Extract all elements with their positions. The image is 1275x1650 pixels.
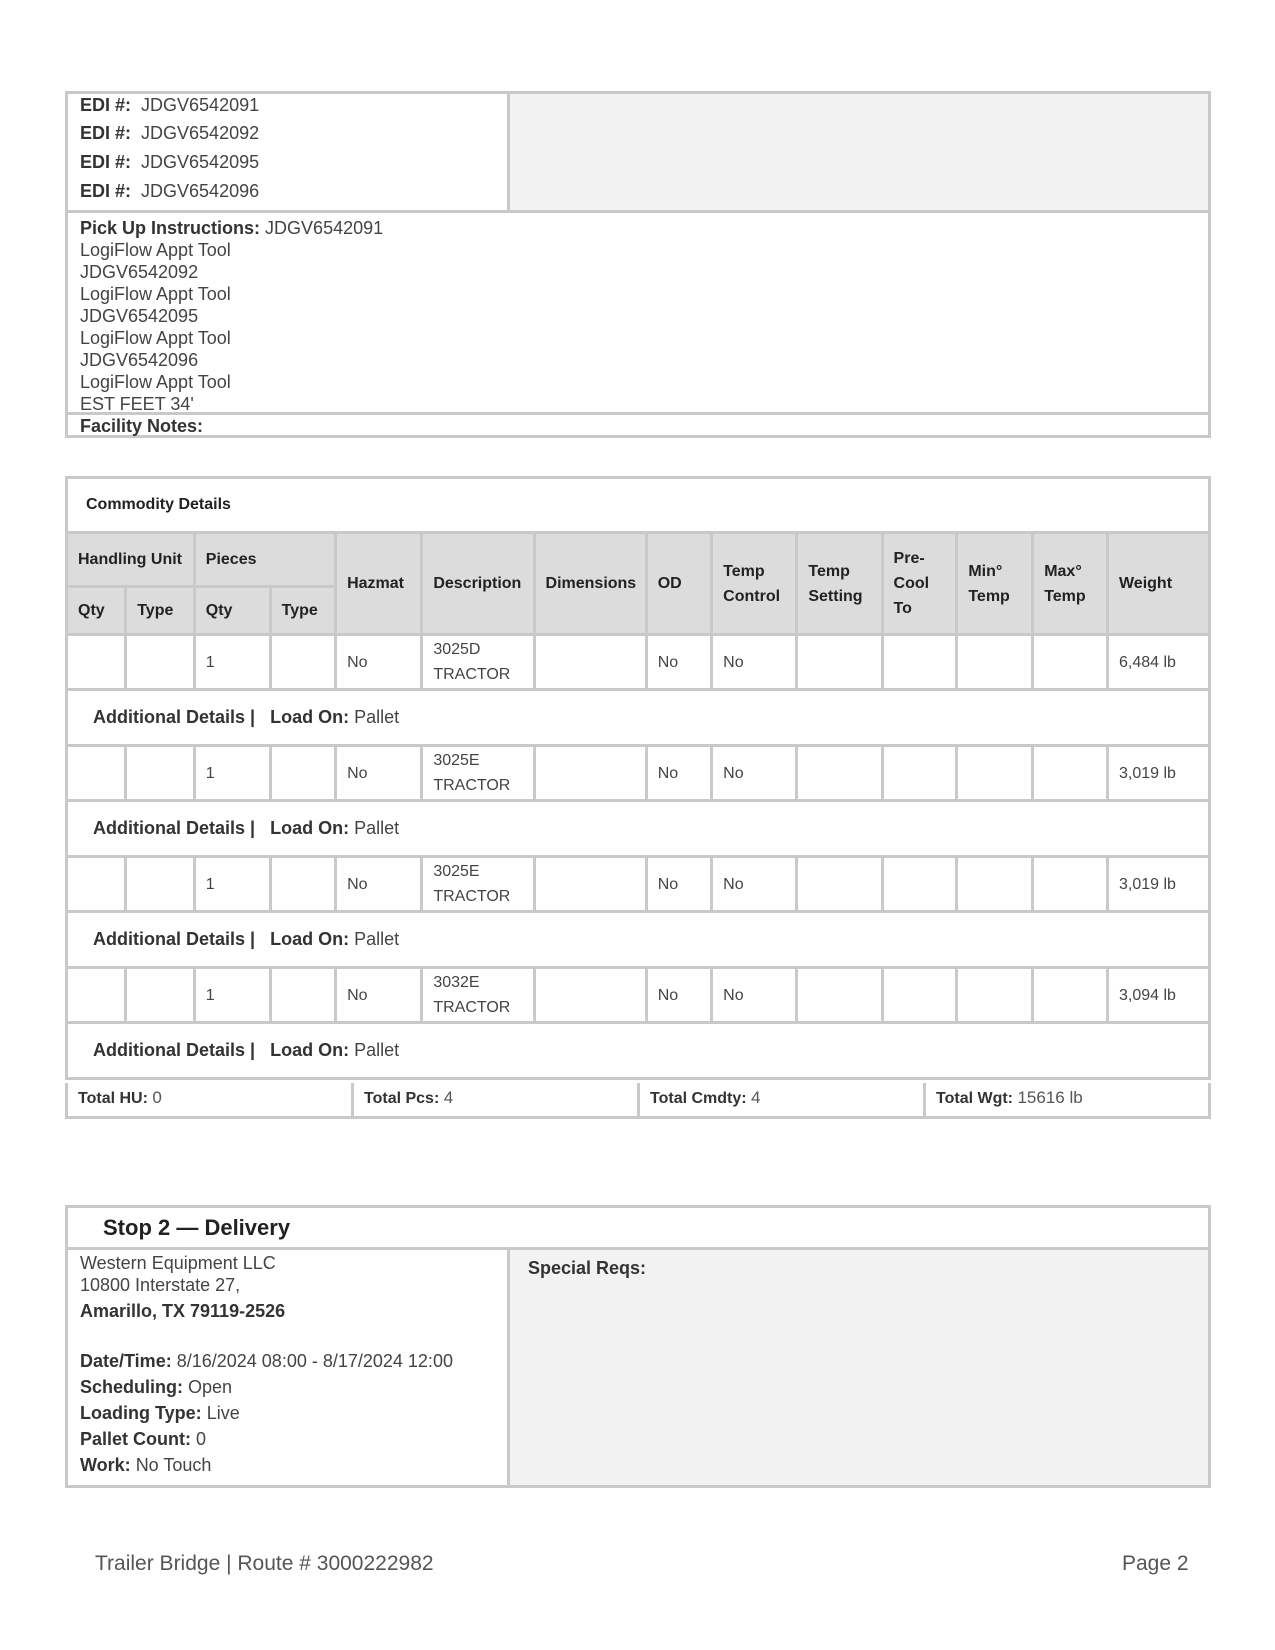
cell-temp-control: No [712,857,797,912]
load-on-label: Load On: [270,1040,350,1060]
spacer [80,1326,495,1348]
additional-details-label: Additional Details | [93,929,256,949]
stop-loading-type [80,1400,495,1426]
pickup-line: JDGV6542092 [80,262,199,282]
stop-title: Stop 2 — Delivery [68,1208,1208,1250]
header-hazmat: Hazmat [336,533,422,635]
pickup-instructions [68,213,1208,415]
stop-work [80,1452,495,1478]
total-hu [68,1083,354,1116]
cell-pre-cool [882,968,957,1023]
footer-route: Trailer Bridge | Route # 3000222982 [95,1552,434,1575]
total-wgt-value: 15616 lb [1017,1088,1083,1107]
cell-hu-type [126,635,195,690]
cell-weight: 3,019 lb [1107,857,1209,912]
total-wgt-label: Total Wgt: [936,1090,1014,1107]
stop-box [65,1205,1211,1488]
total-pcs-value: 4 [443,1088,454,1107]
header-pcs-qty: Qty [194,587,270,635]
table-row [67,746,1210,801]
edi-label: EDI #: [80,123,132,143]
cell-description: 3025D TRACTOR [422,635,534,690]
cell-temp-setting [797,746,882,801]
additional-details [67,1023,1210,1079]
cell-min-temp [957,635,1033,690]
cell-pcs-qty: 1 [194,968,270,1023]
cell-min-temp [957,857,1033,912]
header-max-temp: Max° Temp [1033,533,1108,635]
additional-details [67,912,1210,968]
header-temp-setting: Temp Setting [797,533,882,635]
load-on-value: Pallet [354,929,400,949]
loading-type-value: Live [206,1403,240,1423]
stop-datetime [80,1348,495,1374]
stop-scheduling [80,1374,495,1400]
totals-row [65,1083,1211,1119]
cell-weight: 3,094 lb [1107,968,1209,1023]
edi-number: JDGV6542096 [141,181,260,201]
pickup-line: JDGV6542096 [80,350,199,370]
cell-pcs-type [270,746,335,801]
loading-type-label: Loading Type: [80,1403,202,1423]
pickup-label: Pick Up Instructions: [80,218,261,238]
cell-pcs-qty: 1 [194,635,270,690]
cell-od: No [646,635,711,690]
cell-pcs-type [270,968,335,1023]
commodity-title-row [67,478,1210,533]
cell-od: No [646,746,711,801]
additional-details-label: Additional Details | [93,707,256,727]
cell-min-temp [957,968,1033,1023]
cell-max-temp [1033,635,1108,690]
pallet-count-value: 0 [196,1429,207,1449]
cell-hu-type [126,746,195,801]
cell-max-temp [1033,746,1108,801]
cell-min-temp [957,746,1033,801]
edi-label: EDI #: [80,152,132,172]
header-temp-control: Temp Control [712,533,797,635]
cell-temp-control: No [712,968,797,1023]
table-row [67,968,1210,1023]
datetime-label: Date/Time: [80,1351,172,1371]
stop-street: 10800 Interstate 27, [80,1275,241,1295]
header-od: OD [646,533,711,635]
cell-max-temp [1033,857,1108,912]
cell-dimensions [534,968,646,1023]
additional-details-row [67,1023,1210,1079]
load-on-label: Load On: [270,818,350,838]
commodity-table [65,476,1211,1080]
cell-hazmat: No [336,968,422,1023]
edi-row [80,181,259,202]
cell-hu-type [126,857,195,912]
total-cmdty-value: 4 [751,1088,761,1107]
cell-temp-setting [797,635,882,690]
pickup-line: LogiFlow Appt Tool [80,284,231,304]
cell-pcs-type [270,857,335,912]
load-on-value: Pallet [354,818,400,838]
cell-pcs-type [270,635,335,690]
cell-hu-qty [67,635,126,690]
cell-weight: 6,484 lb [1107,635,1209,690]
additional-details-row [67,912,1210,968]
cell-hu-type [126,968,195,1023]
work-value: No Touch [135,1455,212,1475]
header-weight: Weight [1107,533,1209,635]
pickup-line: LogiFlow Appt Tool [80,240,231,260]
cell-temp-control: No [712,635,797,690]
work-label: Work: [80,1455,131,1475]
pickup-info-box [65,91,1211,438]
cell-hu-qty [67,968,126,1023]
header-min-temp: Min° Temp [957,533,1033,635]
load-on-label: Load On: [270,707,350,727]
page-number: Page 2 [1122,1552,1189,1575]
cell-temp-setting [797,968,882,1023]
cell-max-temp [1033,968,1108,1023]
stop-address [68,1250,510,1485]
pickup-line: LogiFlow Appt Tool [80,328,231,348]
cell-weight: 3,019 lb [1107,746,1209,801]
total-hu-value: 0 [152,1088,162,1107]
edi-side-panel [510,94,1208,213]
header-handling-unit: Handling Unit [67,533,195,587]
additional-details [67,801,1210,857]
cell-pcs-qty: 1 [194,746,270,801]
cell-hazmat: No [336,857,422,912]
total-cmdty-label: Total Cmdty: [650,1090,747,1107]
commodity-title: Commodity Details [67,478,1210,533]
header-row [67,533,1210,587]
total-cmdty [640,1083,926,1116]
pickup-line: EST FEET 34' [80,394,194,414]
edi-row [80,152,259,173]
additional-details-row [67,690,1210,746]
cell-dimensions [534,746,646,801]
header-dimensions: Dimensions [534,533,646,635]
header-hu-qty: Qty [67,587,126,635]
cell-temp-control: No [712,746,797,801]
header-pre-cool-to: Pre-Cool To [882,533,957,635]
cell-pcs-qty: 1 [194,857,270,912]
header-pcs-type: Type [270,587,335,635]
table-row [67,857,1210,912]
total-pcs-label: Total Pcs: [364,1090,440,1107]
load-on-value: Pallet [354,707,400,727]
additional-details-row [67,801,1210,857]
edi-row [80,123,259,144]
cell-od: No [646,968,711,1023]
cell-hu-qty [67,857,126,912]
table-row [67,635,1210,690]
special-reqs [510,1250,1208,1485]
cell-pre-cool [882,635,957,690]
total-pcs [354,1083,640,1116]
pickup-text: JDGV6542091 [265,218,384,238]
additional-details-label: Additional Details | [93,1040,256,1060]
edi-number: JDGV6542092 [141,123,260,143]
scheduling-label: Scheduling: [80,1377,183,1397]
total-hu-label: Total HU: [78,1090,148,1107]
scheduling-value: Open [188,1377,233,1397]
load-on-label: Load On: [270,929,350,949]
stop-name: Western Equipment LLC [80,1253,276,1273]
header-description: Description [422,533,534,635]
load-on-value: Pallet [354,1040,400,1060]
cell-od: No [646,857,711,912]
facility-notes [68,415,1208,435]
additional-details-label: Additional Details | [93,818,256,838]
cell-temp-setting [797,857,882,912]
cell-description: 3025E TRACTOR [422,857,534,912]
edi-label: EDI #: [80,95,132,115]
stop-pallet-count [80,1426,495,1452]
pickup-line: JDGV6542095 [80,306,199,326]
edi-row [80,95,259,116]
pallet-count-label: Pallet Count: [80,1429,191,1449]
edi-number: JDGV6542091 [141,95,260,115]
cell-dimensions [534,857,646,912]
header-hu-type: Type [126,587,195,635]
cell-pre-cool [882,746,957,801]
cell-dimensions [534,635,646,690]
edi-list [68,94,510,213]
cell-pre-cool [882,857,957,912]
stop-city: Amarillo, TX 79119-2526 [80,1301,286,1321]
cell-description: 3032E TRACTOR [422,968,534,1023]
header-pieces: Pieces [194,533,335,587]
special-reqs-label: Special Reqs: [528,1258,647,1278]
cell-hu-qty [67,746,126,801]
datetime-value: 8/16/2024 08:00 - 8/17/2024 12:00 [176,1351,453,1371]
pickup-line: LogiFlow Appt Tool [80,372,231,392]
facility-notes-label: Facility Notes: [80,416,204,436]
edi-label: EDI #: [80,181,132,201]
cell-hazmat: No [336,746,422,801]
cell-description: 3025E TRACTOR [422,746,534,801]
cell-hazmat: No [336,635,422,690]
pickup-line [80,217,1196,239]
additional-details [67,690,1210,746]
total-wgt [926,1083,1208,1116]
edi-number: JDGV6542095 [141,152,260,172]
